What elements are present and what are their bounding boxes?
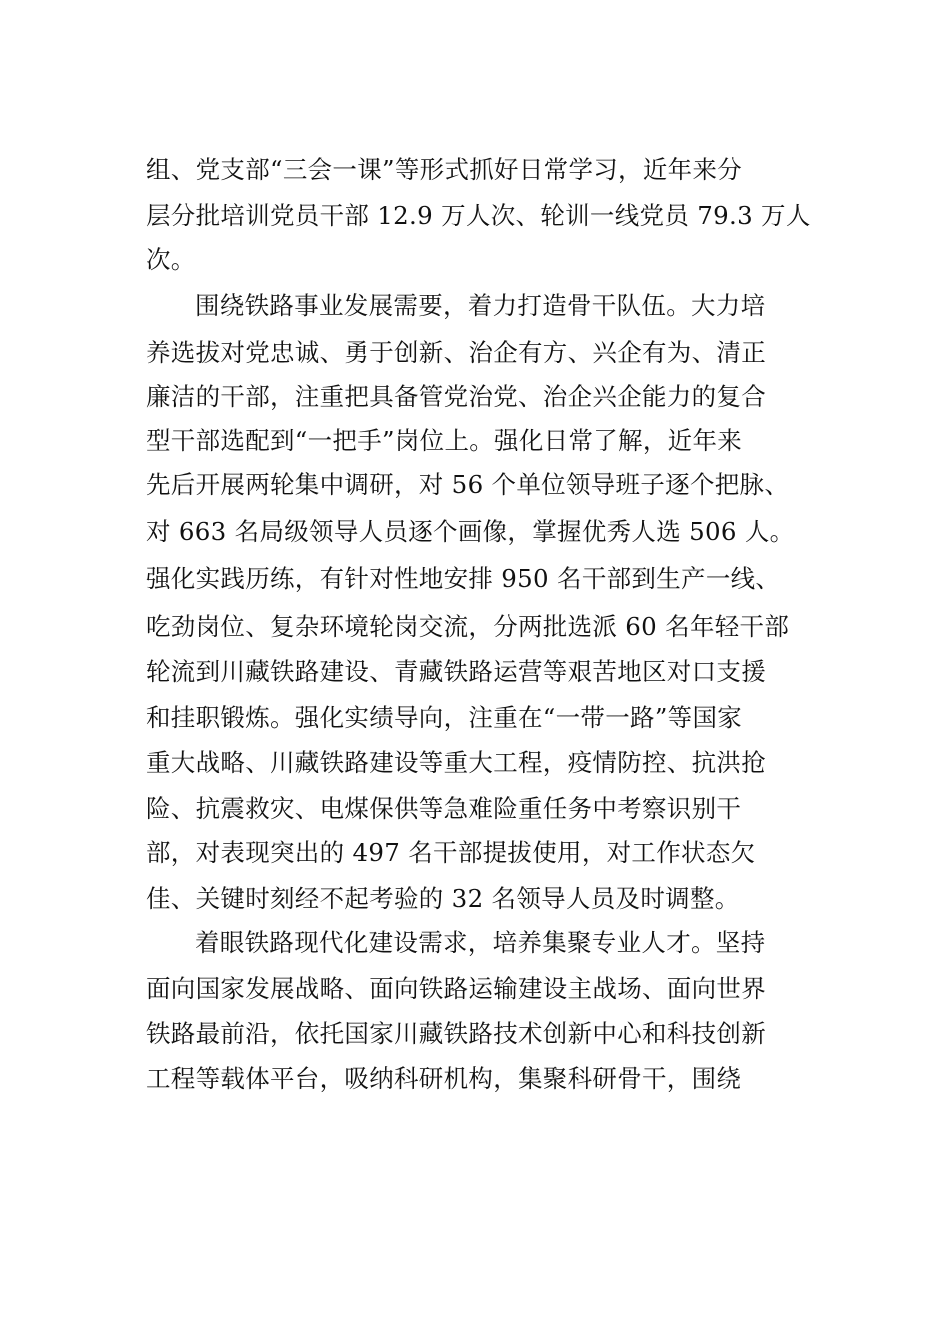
text-line: 次。: [146, 245, 196, 274]
text-line: 面向国家发展战略、面向铁路运输建设主战场、面向世界: [146, 974, 766, 1003]
text-line: 和挂职锻炼。强化实绩导向，注重在“一带一路”等国家: [146, 703, 743, 732]
text-line: 吃劲岗位、复杂环境轮岗交流，分两批选派 60 名年轻干部: [146, 612, 790, 641]
text-line: 强化实践历练，有针对性地安排 950 名干部到生产一线、: [146, 564, 781, 593]
text-line: 廉洁的干部，注重把具备管党治党、治企兴企能力的复合: [146, 382, 766, 411]
paragraph-start-line: 着眼铁路现代化建设需求，培养集聚专业人才。坚持: [195, 928, 766, 957]
paragraph-start-line: 围绕铁路事业发展需要，着力打造骨干队伍。大力培: [195, 291, 766, 320]
text-line: 佳、关键时刻经不起考验的 32 名领导人员及时调整。: [146, 884, 740, 913]
text-line: 养选拔对党忠诚、勇于创新、治企有方、兴企有为、清正: [146, 338, 766, 367]
text-line: 重大战略、川藏铁路建设等重大工程，疫情防控、抗洪抢: [146, 748, 766, 777]
text-line: 轮流到川藏铁路建设、青藏铁路运营等艰苦地区对口支援: [146, 657, 766, 686]
text-line: 铁路最前沿，依托国家川藏铁路技术创新中心和科技创新: [146, 1019, 766, 1048]
text-line: 组、党支部“三会一课”等形式抓好日常学习，近年来分: [146, 155, 743, 184]
text-line: 层分批培训党员干部 12.9 万人次、轮训一线党员 79.3 万人: [146, 201, 811, 230]
text-line: 部，对表现突出的 497 名干部提拔使用，对工作状态欠: [146, 838, 756, 867]
text-line: 险、抗震救灾、电煤保供等急难险重任务中考察识别干: [146, 794, 742, 823]
text-line: 先后开展两轮集中调研，对 56 个单位领导班子逐个把脉、: [146, 470, 790, 499]
text-line: 对 663 名局级领导人员逐个画像，掌握优秀人选 506 人。: [146, 517, 795, 546]
text-line: 型干部选配到“一把手”岗位上。强化日常了解，近年来: [146, 426, 743, 455]
text-line: 工程等载体平台，吸纳科研机构，集聚科研骨干，围绕: [146, 1064, 742, 1093]
